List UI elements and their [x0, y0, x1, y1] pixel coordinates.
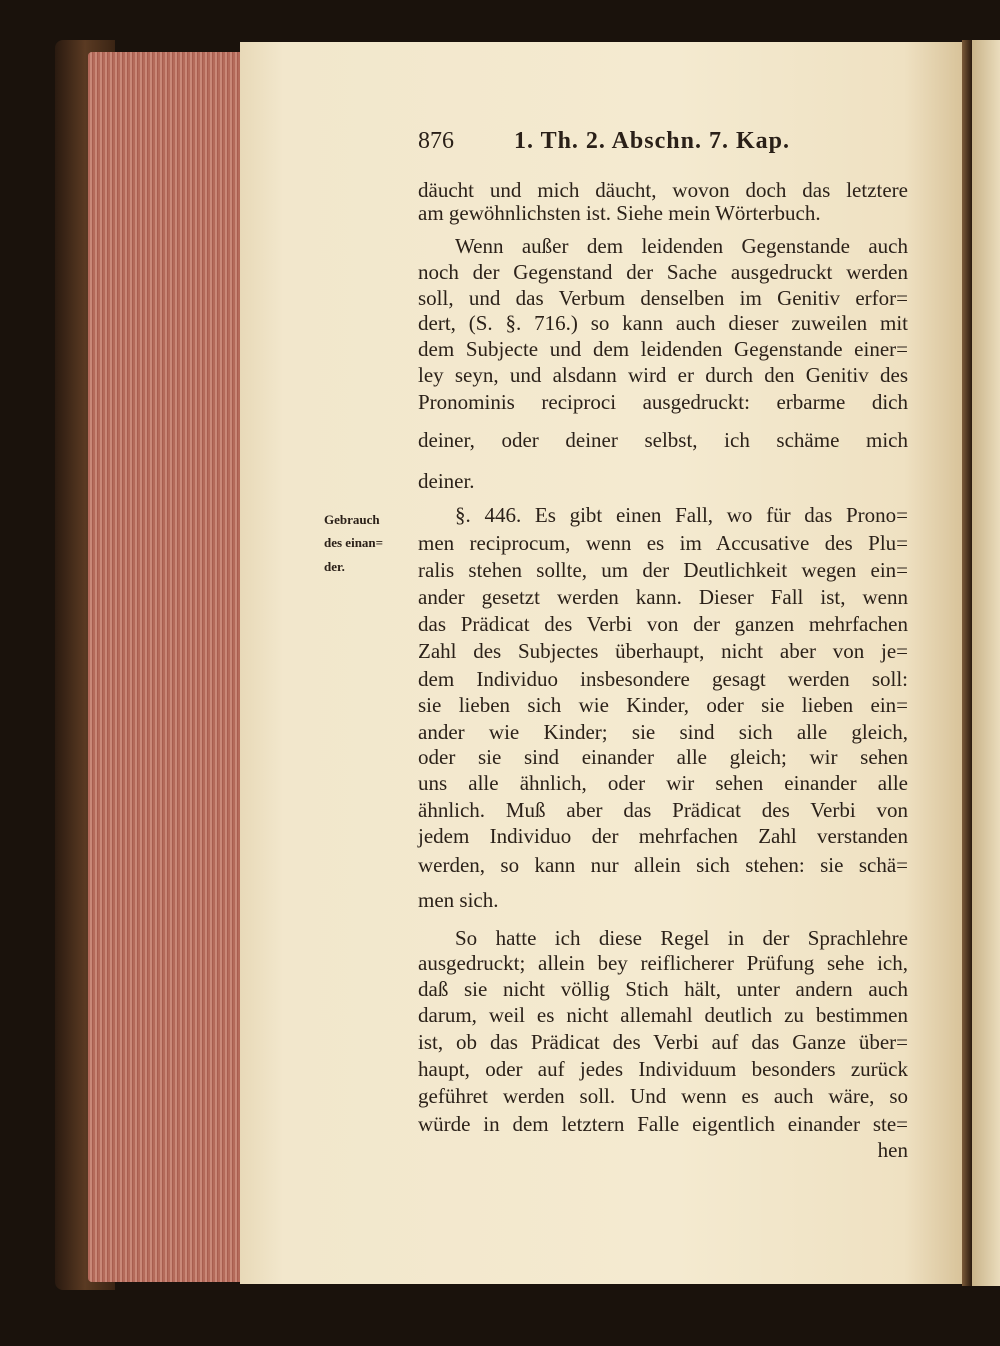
text-line: dem Subjecte und dem leidenden Gegenstande einer= [418, 337, 908, 361]
text-line: haupt, oder auf jedes Individuum besonders zurück [418, 1057, 908, 1081]
text-line: noch der Gegenstand der Sache ausgedruckt werden [418, 260, 908, 284]
text-line: sie lieben sich wie Kinder, oder sie lieben ein= [418, 693, 908, 717]
text-line: geführet werden soll. Und wenn es auch wäre, so [418, 1084, 908, 1108]
text-line: ley seyn, und alsdann wird er durch den Genitiv des [418, 363, 908, 387]
text-line: ist, ob das Prädicat des Verbi auf das Ganze über= [418, 1030, 908, 1054]
text-line: dem Individuo insbesondere gesagt werden soll: [418, 667, 908, 691]
text-line: Wenn außer dem leidenden Gegenstande auch [455, 234, 908, 258]
running-head: 1. Th. 2. Abschn. 7. Kap. [514, 128, 790, 154]
text-line: darum, weil es nicht allemahl deutlich zu bestimmen [418, 1003, 908, 1027]
text-line: ander gesetzt werden kann. Dieser Fall ist, wenn [418, 585, 908, 609]
text-line: Pronominis reciproci ausgedruckt: erbarme dich [418, 390, 908, 414]
text-line: ralis stehen sollte, um der Deutlichkeit wegen ein= [418, 558, 908, 582]
text-line: dert, (S. §. 716.) so kann auch dieser zuweilen mit [418, 311, 908, 335]
margin-note-line: Gebrauch [324, 512, 380, 527]
text-line: men reciprocum, wenn es im Accusative des Plu= [418, 531, 908, 555]
margin-note-line: des einan= [324, 535, 384, 550]
page-header [418, 128, 838, 158]
text-line: So hatte ich diese Regel in der Sprachlehre [455, 926, 908, 950]
facing-page-edge [972, 40, 1000, 1286]
margin-note-line: der. [324, 559, 345, 574]
text-line: daß sie nicht völlig Stich hält, unter andern auch [418, 977, 908, 1001]
text-line: Zahl des Subjectes überhaupt, nicht aber von je= [418, 639, 908, 663]
page-number: 876 [418, 128, 454, 154]
book-gutter [962, 40, 972, 1286]
catchword: hen [877, 1138, 908, 1162]
page-edges [88, 52, 246, 1282]
text-line: däucht und mich däucht, wovon doch das letztere [418, 178, 908, 202]
text-line: ander wie Kinder; sie sind sich alle gleich, [418, 720, 908, 744]
text-line: ausgedruckt; allein bey reiflicherer Prüfung sehe ich, [418, 951, 908, 975]
text-line: das Prädicat des Verbi von der ganzen mehrfachen [418, 612, 908, 636]
text-line: würde in dem letztern Falle eigentlich einander ste= [418, 1112, 908, 1136]
text-line: uns alle ähnlich, oder wir sehen einander alle [418, 771, 908, 795]
text-line: men sich. [418, 888, 499, 912]
text-line: §. 446. Es gibt einen Fall, wo für das Prono= [455, 503, 908, 527]
text-line: oder sie sind einander alle gleich; wir sehen [418, 745, 908, 769]
text-line: jedem Individuo der mehrfachen Zahl verstanden [418, 824, 908, 848]
text-line: ähnlich. Muß aber das Prädicat des Verbi von [418, 798, 908, 822]
text-line: deiner. [418, 469, 475, 493]
text-line: soll, und das Verbum denselben im Genitiv erfor= [418, 286, 908, 310]
text-line: deiner, oder deiner selbst, ich schäme mich [418, 428, 908, 452]
text-line: werden, so kann nur allein sich stehen: sie schä= [418, 853, 908, 877]
text-line: am gewöhnlichsten ist. Siehe mein Wörterbuch. [418, 201, 821, 225]
